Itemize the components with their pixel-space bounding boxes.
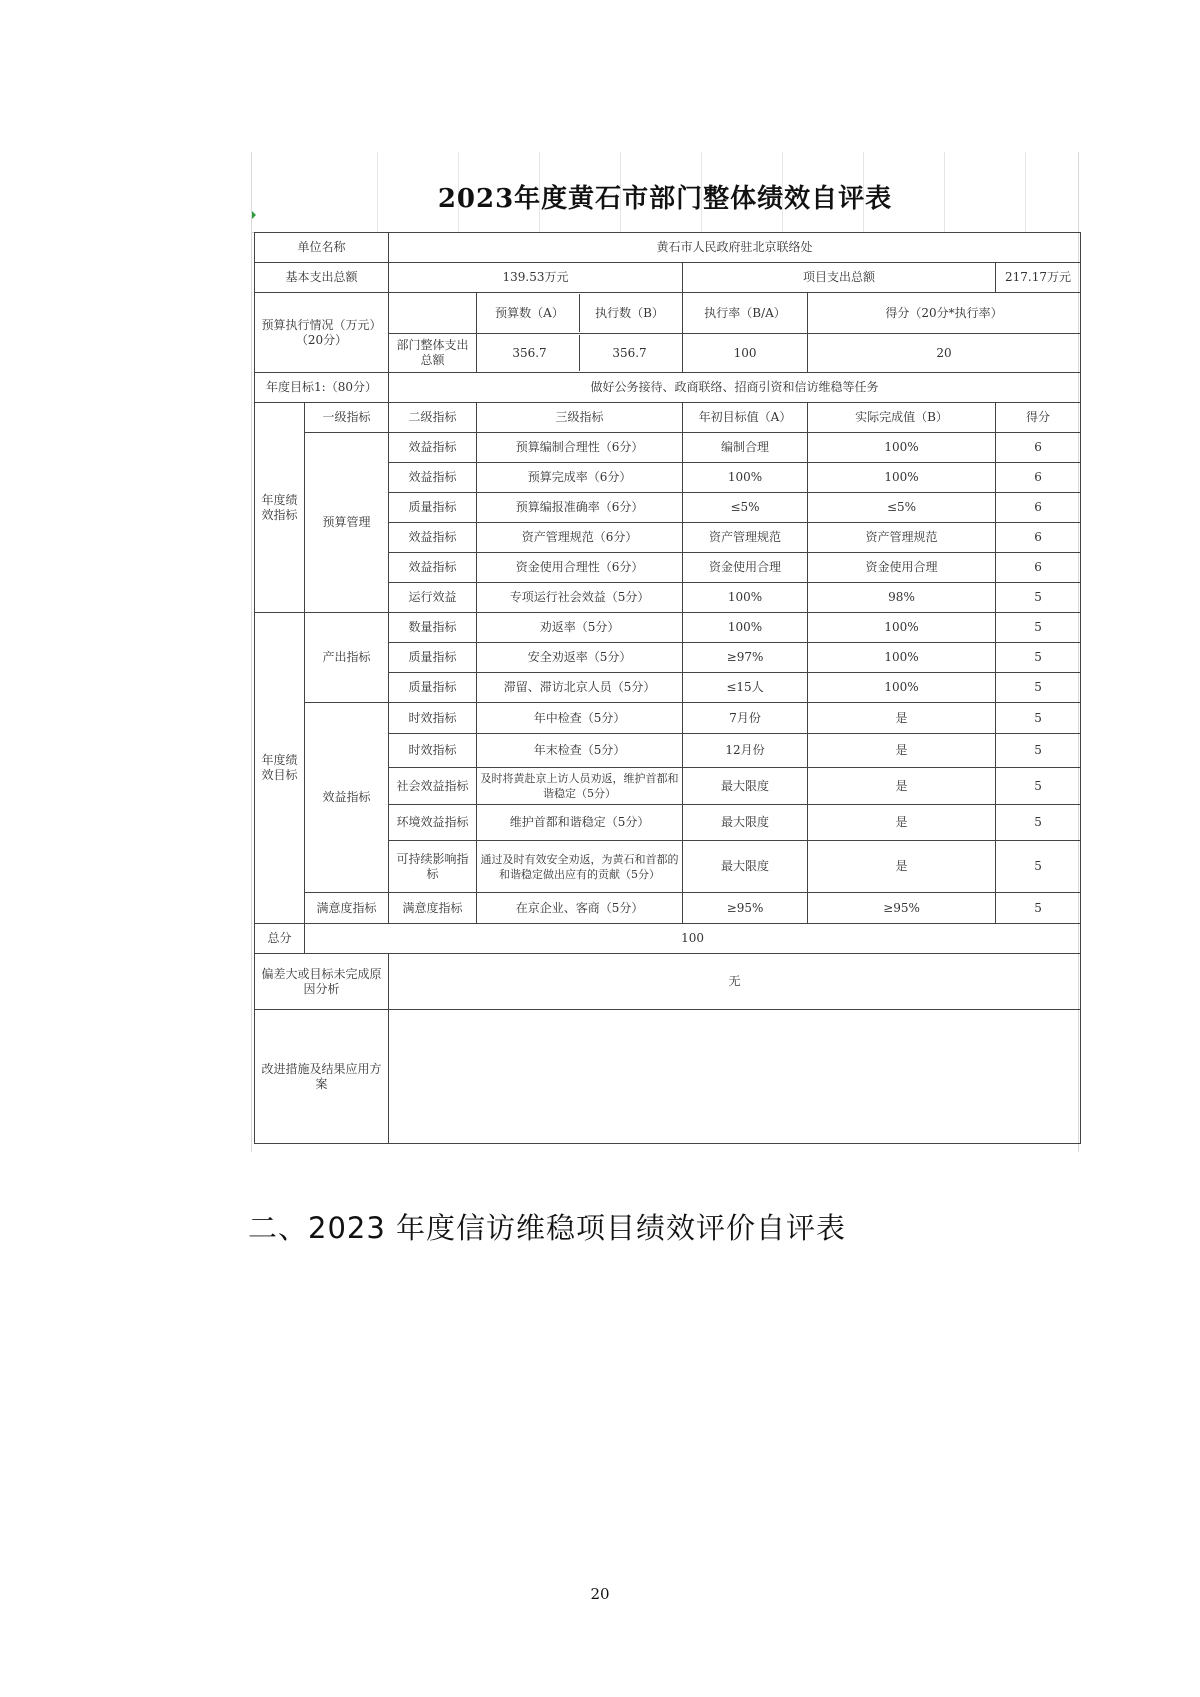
output-indicator-label: 产出指标 — [305, 613, 389, 703]
project-expense-value: 217.17万元 — [996, 263, 1081, 293]
basic-expense-value: 139.53万元 — [389, 263, 683, 293]
level2-cell: 可持续影响指标 — [389, 841, 477, 893]
goal-value: 做好公务接待、政商联络、招商引资和信访维稳等任务 — [389, 373, 1081, 403]
actual-cell: 是 — [808, 734, 996, 768]
score-cell: 6 — [996, 493, 1081, 523]
group1-label: 年度绩效指标 — [255, 403, 305, 613]
target-cell: 资金使用合理 — [683, 553, 808, 583]
total-value: 100 — [305, 924, 1081, 954]
table-row — [255, 924, 1081, 954]
score-cell: 5 — [996, 673, 1081, 703]
target-cell: 100% — [683, 583, 808, 613]
benefit-indicator-label: 效益指标 — [305, 703, 389, 893]
satisfaction-level1: 满意度指标 — [305, 893, 389, 924]
target-cell: ≤5% — [683, 493, 808, 523]
level2-cell: 运行效益 — [389, 583, 477, 613]
target-cell: ≥97% — [683, 643, 808, 673]
page-number: 20 — [590, 1585, 610, 1603]
actual-cell: 资金使用合理 — [808, 553, 996, 583]
level3-cell: 及时将黄赴京上访人员劝返，维护首都和谐稳定（5分） — [477, 768, 683, 805]
exec-amount-header: 执行数（B） — [595, 305, 664, 320]
target-cell: 100% — [683, 463, 808, 493]
table-row — [255, 433, 1081, 463]
level3-cell: 滞留、滞访北京人员（5分） — [477, 673, 683, 703]
actual-cell: 100% — [808, 463, 996, 493]
header-score: 得分 — [996, 403, 1081, 433]
level2-cell: 质量指标 — [389, 643, 477, 673]
score-header: 得分（20分*执行率） — [808, 293, 1081, 334]
level2-cell: 环境效益指标 — [389, 805, 477, 841]
target-cell: 资产管理规范 — [683, 523, 808, 553]
evaluation-table — [254, 232, 1081, 1144]
level2-cell: 效益指标 — [389, 553, 477, 583]
score-cell: 5 — [996, 583, 1081, 613]
goal-label: 年度目标1:（80分） — [255, 373, 389, 403]
score-cell: 5 — [996, 734, 1081, 768]
header-target: 年初目标值（A） — [683, 403, 808, 433]
budget-amount-header: 预算数（A） — [480, 294, 580, 332]
table-row — [255, 893, 1081, 924]
level3-cell: 安全劝返率（5分） — [477, 643, 683, 673]
header-level3: 三级指标 — [477, 403, 683, 433]
actual-cell: 是 — [808, 703, 996, 734]
basic-expense-label: 基本支出总额 — [255, 263, 389, 293]
table-row — [255, 703, 1081, 734]
actual-cell: 是 — [808, 805, 996, 841]
budget-label: 预算执行情况（万元）（20分） — [255, 293, 389, 373]
level2-cell: 时效指标 — [389, 734, 477, 768]
budget-values — [477, 334, 683, 373]
table-row — [255, 954, 1081, 1010]
target-cell: 最大限度 — [683, 768, 808, 805]
score-cell: 5 — [996, 893, 1081, 924]
unit-label: 单位名称 — [255, 233, 389, 263]
group2-label: 年度绩效目标 — [255, 613, 305, 924]
budget-blank-cell — [389, 293, 477, 334]
level2-cell: 质量指标 — [389, 673, 477, 703]
actual-cell: 是 — [808, 841, 996, 893]
actual-cell: ≤5% — [808, 493, 996, 523]
exec-rate-value: 100 — [683, 334, 808, 373]
header-level2: 二级指标 — [389, 403, 477, 433]
score-cell: 6 — [996, 433, 1081, 463]
unit-value: 黄石市人民政府驻北京联络处 — [389, 233, 1081, 263]
improvement-value — [389, 1010, 1081, 1144]
level3-cell: 预算编报准确率（6分） — [477, 493, 683, 523]
level2-cell: 质量指标 — [389, 493, 477, 523]
table-row — [255, 233, 1081, 263]
target-cell: 编制合理 — [683, 433, 808, 463]
dept-expense-label: 部门整体支出总额 — [389, 334, 477, 373]
level3-cell: 年中检查（5分） — [477, 703, 683, 734]
spreadsheet-image — [251, 152, 1079, 1152]
score-cell: 5 — [996, 768, 1081, 805]
level2-cell: 时效指标 — [389, 703, 477, 734]
budget-amount-value: 356.7 — [480, 335, 580, 371]
project-expense-label: 项目支出总额 — [683, 263, 996, 293]
header-level1: 一级指标 — [305, 403, 389, 433]
target-cell: 100% — [683, 613, 808, 643]
budget-score-value: 20 — [808, 334, 1081, 373]
score-cell: 6 — [996, 523, 1081, 553]
level3-cell: 年末检查（5分） — [477, 734, 683, 768]
level3-cell: 劝返率（5分） — [477, 613, 683, 643]
actual-cell: 98% — [808, 583, 996, 613]
level3-cell: 在京企业、客商（5分） — [477, 893, 683, 924]
actual-cell: 100% — [808, 433, 996, 463]
exec-amount-value: 356.7 — [612, 345, 647, 360]
actual-cell: 100% — [808, 643, 996, 673]
section-heading: 二、2023 年度信访维稳项目绩效评价自评表 — [248, 1211, 847, 1245]
table-row — [255, 373, 1081, 403]
level3-cell: 资产管理规范（6分） — [477, 523, 683, 553]
target-cell: 最大限度 — [683, 841, 808, 893]
score-cell: 5 — [996, 643, 1081, 673]
actual-cell: ≥95% — [808, 893, 996, 924]
table-row — [255, 613, 1081, 643]
level3-cell: 维护首都和谐稳定（5分） — [477, 805, 683, 841]
level2-cell: 数量指标 — [389, 613, 477, 643]
budget-header — [477, 293, 683, 334]
actual-cell: 100% — [808, 673, 996, 703]
total-label: 总分 — [255, 924, 305, 954]
level2-cell: 社会效益指标 — [389, 768, 477, 805]
level3-cell: 资金使用合理性（6分） — [477, 553, 683, 583]
level2-cell: 满意度指标 — [389, 893, 477, 924]
target-cell: ≥95% — [683, 893, 808, 924]
score-cell: 6 — [996, 463, 1081, 493]
budget-management-label: 预算管理 — [305, 433, 389, 613]
actual-cell: 100% — [808, 613, 996, 643]
improvement-label: 改进措施及结果应用方案 — [255, 1010, 389, 1144]
exec-rate-header: 执行率（B/A） — [683, 293, 808, 334]
target-cell: 7月份 — [683, 703, 808, 734]
level2-cell: 效益指标 — [389, 463, 477, 493]
target-cell: ≤15人 — [683, 673, 808, 703]
actual-cell: 是 — [808, 768, 996, 805]
actual-cell: 资产管理规范 — [808, 523, 996, 553]
level2-cell: 效益指标 — [389, 433, 477, 463]
table-row — [255, 1010, 1081, 1144]
deviation-value: 无 — [389, 954, 1081, 1010]
deviation-label: 偏差大或目标未完成原因分析 — [255, 954, 389, 1010]
score-cell: 5 — [996, 703, 1081, 734]
score-cell: 5 — [996, 613, 1081, 643]
target-cell: 12月份 — [683, 734, 808, 768]
level3-cell: 专项运行社会效益（5分） — [477, 583, 683, 613]
level2-cell: 效益指标 — [389, 523, 477, 553]
score-cell: 5 — [996, 805, 1081, 841]
score-cell: 5 — [996, 841, 1081, 893]
header-actual: 实际完成值（B） — [808, 403, 996, 433]
table-row — [255, 403, 1081, 433]
level3-cell: 通过及时有效安全劝返，为黄石和首都的和谐稳定做出应有的贡献（5分） — [477, 841, 683, 893]
table-title: 2023年度黄石市部门整体绩效自评表 — [437, 184, 893, 214]
score-cell: 6 — [996, 553, 1081, 583]
level3-cell: 预算完成率（6分） — [477, 463, 683, 493]
table-row — [255, 263, 1081, 293]
table-row — [255, 293, 1081, 334]
target-cell: 最大限度 — [683, 805, 808, 841]
title-row — [252, 152, 1078, 233]
level3-cell: 预算编制合理性（6分） — [477, 433, 683, 463]
